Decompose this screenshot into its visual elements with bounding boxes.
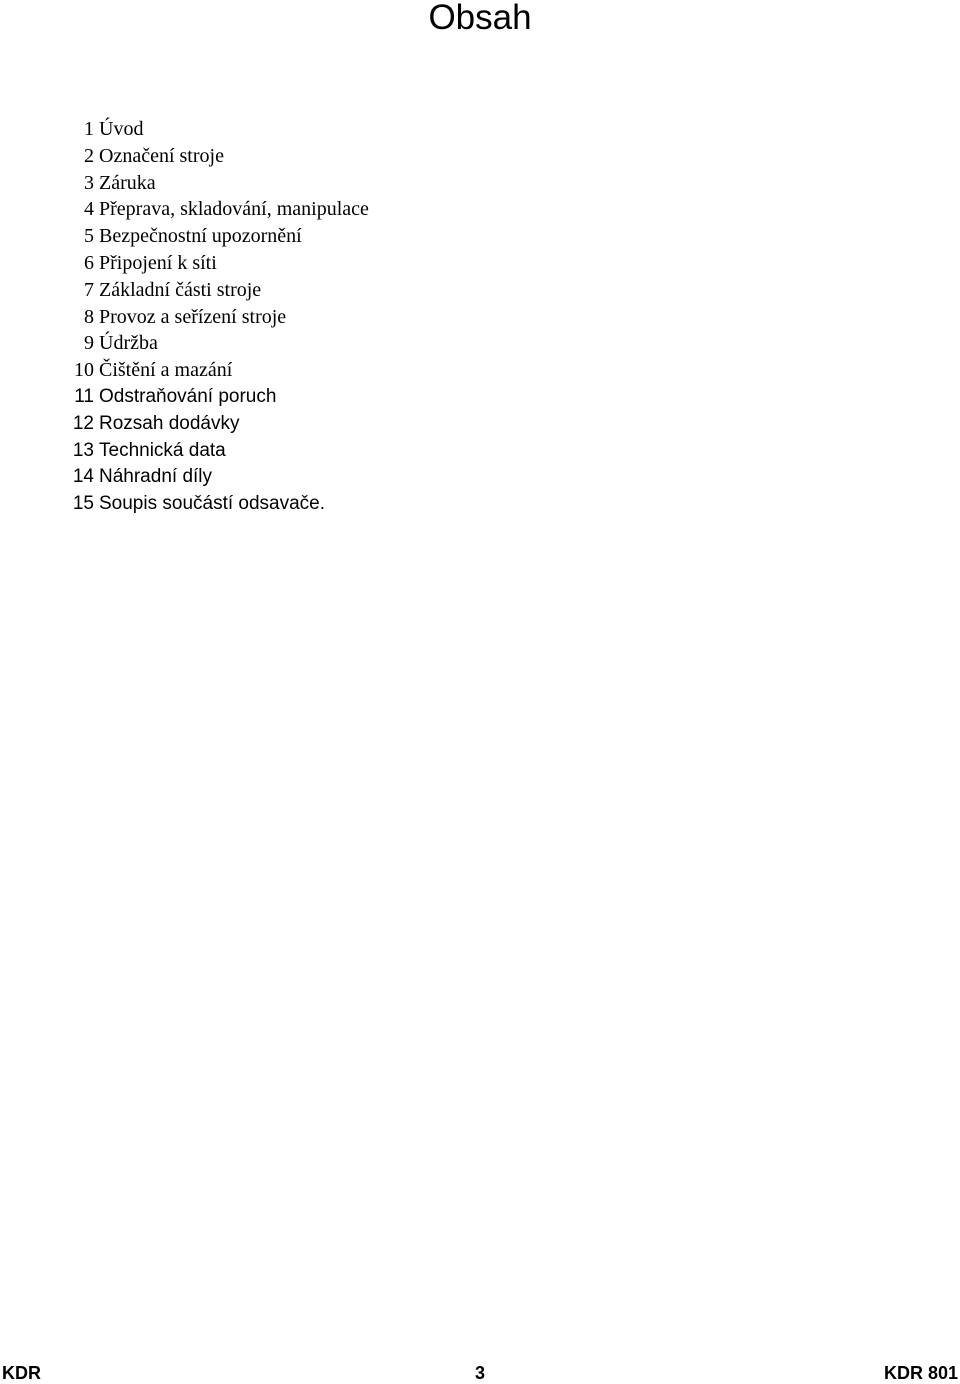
toc-item bbox=[0, 116, 369, 143]
toc-item bbox=[0, 411, 369, 438]
toc-item-label: Údržba bbox=[99, 332, 158, 355]
table-of-contents bbox=[0, 116, 369, 518]
page-number: 3 bbox=[474, 1363, 485, 1383]
footer-right-text: KDR 801 bbox=[883, 1363, 958, 1383]
toc-item-number: 1 bbox=[84, 118, 94, 140]
toc-item bbox=[0, 277, 369, 304]
toc-item-label: Připojení k síti bbox=[99, 251, 217, 274]
toc-item-number: 4 bbox=[84, 198, 94, 221]
toc-item-label: Čištění a mazání bbox=[99, 359, 233, 382]
toc-item-label: Označení stroje bbox=[99, 144, 224, 167]
toc-item-label: Rozsah dodávky bbox=[99, 412, 240, 434]
page-title: Obsah bbox=[428, 0, 532, 37]
toc-item-label: Bezpečnostní upozornění bbox=[99, 225, 302, 248]
toc-item bbox=[0, 196, 369, 223]
toc-item bbox=[0, 304, 369, 331]
toc-item bbox=[0, 223, 369, 250]
toc-item-number: 3 bbox=[84, 171, 94, 194]
toc-item-number: 7 bbox=[84, 278, 94, 301]
toc-item-number: 8 bbox=[84, 305, 94, 328]
toc-item-number: 13 bbox=[72, 439, 94, 461]
toc-item bbox=[0, 143, 369, 170]
toc-item bbox=[0, 170, 369, 197]
toc-item bbox=[0, 464, 369, 491]
toc-item bbox=[0, 438, 369, 465]
toc-item-label: Technická data bbox=[99, 439, 226, 461]
toc-item-label: Úvod bbox=[99, 118, 144, 140]
footer-left-text: KDR bbox=[2, 1363, 41, 1383]
toc-item-label: Náhradní díly bbox=[99, 466, 213, 488]
toc-item bbox=[0, 330, 369, 357]
toc-item bbox=[0, 357, 369, 384]
toc-item-label: Soupis součástí odsavače. bbox=[99, 493, 326, 515]
toc-item-number: 10 bbox=[74, 359, 94, 382]
toc-item bbox=[0, 250, 369, 277]
toc-item bbox=[0, 384, 369, 411]
toc-item-number: 15 bbox=[72, 493, 94, 515]
toc-item bbox=[0, 491, 369, 518]
toc-item-number: 9 bbox=[84, 332, 94, 355]
toc-item-number: 6 bbox=[84, 251, 94, 274]
toc-item-label: Záruka bbox=[99, 171, 156, 194]
toc-item-number: 12 bbox=[72, 412, 94, 434]
page-footer bbox=[0, 1362, 960, 1384]
toc-item-number: 14 bbox=[72, 466, 94, 488]
toc-item-label: Provoz a seřízení stroje bbox=[99, 305, 287, 328]
toc-item-number: 2 bbox=[84, 144, 94, 167]
toc-item-number: 11 bbox=[74, 385, 94, 407]
toc-item-label: Základní části stroje bbox=[99, 278, 262, 301]
toc-item-label: Odstraňování poruch bbox=[99, 385, 277, 407]
toc-item-label: Přeprava, skladování, manipulace bbox=[99, 198, 369, 221]
toc-item-number: 5 bbox=[84, 225, 94, 248]
